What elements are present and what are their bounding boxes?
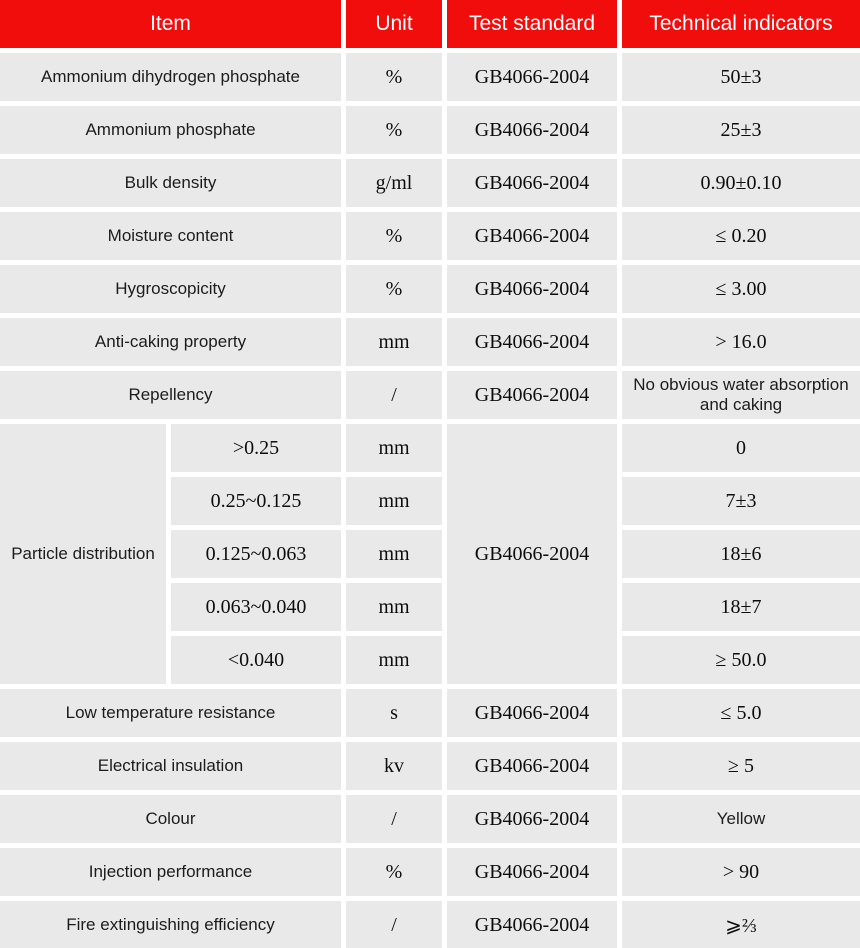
indicator-cell: 18±6 — [622, 530, 860, 578]
item-cell: Moisture content — [0, 212, 341, 260]
unit-cell: mm — [346, 424, 442, 472]
item-cell: Ammonium dihydrogen phosphate — [0, 53, 341, 101]
item-cell: Colour — [0, 795, 341, 843]
table-row — [0, 265, 860, 313]
unit-cell: / — [346, 901, 442, 948]
unit-cell: mm — [346, 318, 442, 366]
header-unit: Unit — [346, 0, 442, 48]
table-row — [0, 901, 860, 948]
unit-cell: / — [346, 371, 442, 419]
unit-cell: mm — [346, 636, 442, 684]
particle-size-cell: 0.25~0.125 — [171, 477, 341, 525]
unit-cell: s — [346, 689, 442, 737]
unit-cell: kv — [346, 742, 442, 790]
item-cell: Ammonium phosphate — [0, 106, 341, 154]
table-row — [0, 424, 860, 472]
indicator-cell: ≥ 5 — [622, 742, 860, 790]
standard-cell: GB4066-2004 — [447, 848, 617, 896]
table-row — [0, 318, 860, 366]
indicator-cell: 0 — [622, 424, 860, 472]
unit-cell: % — [346, 212, 442, 260]
table-row — [0, 53, 860, 101]
indicator-cell: 25±3 — [622, 106, 860, 154]
indicator-cell: No obvious water absorption and caking — [622, 371, 860, 419]
indicator-cell: 7±3 — [622, 477, 860, 525]
unit-cell: % — [346, 106, 442, 154]
indicator-cell: 18±7 — [622, 583, 860, 631]
table-row — [0, 106, 860, 154]
table-row — [0, 212, 860, 260]
table-row — [0, 689, 860, 737]
table-row — [0, 159, 860, 207]
table-row — [0, 742, 860, 790]
indicator-cell: ⩾⅔ — [622, 901, 860, 948]
header-item: Item — [0, 0, 341, 48]
standard-cell: GB4066-2004 — [447, 742, 617, 790]
indicator-cell: > 90 — [622, 848, 860, 896]
table-row — [0, 795, 860, 843]
standard-cell: GB4066-2004 — [447, 424, 617, 684]
standard-cell: GB4066-2004 — [447, 212, 617, 260]
particle-size-cell: 0.125~0.063 — [171, 530, 341, 578]
table-row — [0, 371, 860, 419]
indicator-cell: Yellow — [622, 795, 860, 843]
unit-cell: g/ml — [346, 159, 442, 207]
unit-cell: mm — [346, 583, 442, 631]
indicator-cell: ≥ 50.0 — [622, 636, 860, 684]
indicator-cell: ≤ 0.20 — [622, 212, 860, 260]
unit-cell: / — [346, 795, 442, 843]
standard-cell: GB4066-2004 — [447, 265, 617, 313]
standard-cell: GB4066-2004 — [447, 159, 617, 207]
standard-cell: GB4066-2004 — [447, 795, 617, 843]
item-cell: Low temperature resistance — [0, 689, 341, 737]
indicator-cell: 0.90±0.10 — [622, 159, 860, 207]
header-indicators: Technical indicators — [622, 0, 860, 48]
header-standard: Test standard — [447, 0, 617, 48]
particle-size-cell: 0.063~0.040 — [171, 583, 341, 631]
unit-cell: % — [346, 265, 442, 313]
unit-cell: % — [346, 53, 442, 101]
standard-cell: GB4066-2004 — [447, 106, 617, 154]
unit-cell: % — [346, 848, 442, 896]
standard-cell: GB4066-2004 — [447, 689, 617, 737]
particle-size-cell: <0.040 — [171, 636, 341, 684]
item-cell: Injection performance — [0, 848, 341, 896]
indicator-cell: ≤ 3.00 — [622, 265, 860, 313]
item-cell: Anti-caking property — [0, 318, 341, 366]
standard-cell: GB4066-2004 — [447, 318, 617, 366]
particle-label-cell: Particle distribution — [0, 424, 166, 684]
standard-cell: GB4066-2004 — [447, 371, 617, 419]
unit-cell: mm — [346, 530, 442, 578]
item-cell: Bulk density — [0, 159, 341, 207]
indicator-cell: 50±3 — [622, 53, 860, 101]
item-cell: Fire extinguishing efficiency — [0, 901, 341, 948]
header-row — [0, 0, 860, 48]
unit-cell: mm — [346, 477, 442, 525]
standard-cell: GB4066-2004 — [447, 53, 617, 101]
item-cell: Hygroscopicity — [0, 265, 341, 313]
item-cell: Electrical insulation — [0, 742, 341, 790]
standard-cell: GB4066-2004 — [447, 901, 617, 948]
table-row — [0, 848, 860, 896]
item-cell: Repellency — [0, 371, 341, 419]
particle-size-cell: >0.25 — [171, 424, 341, 472]
indicator-cell: > 16.0 — [622, 318, 860, 366]
indicator-cell: ≤ 5.0 — [622, 689, 860, 737]
